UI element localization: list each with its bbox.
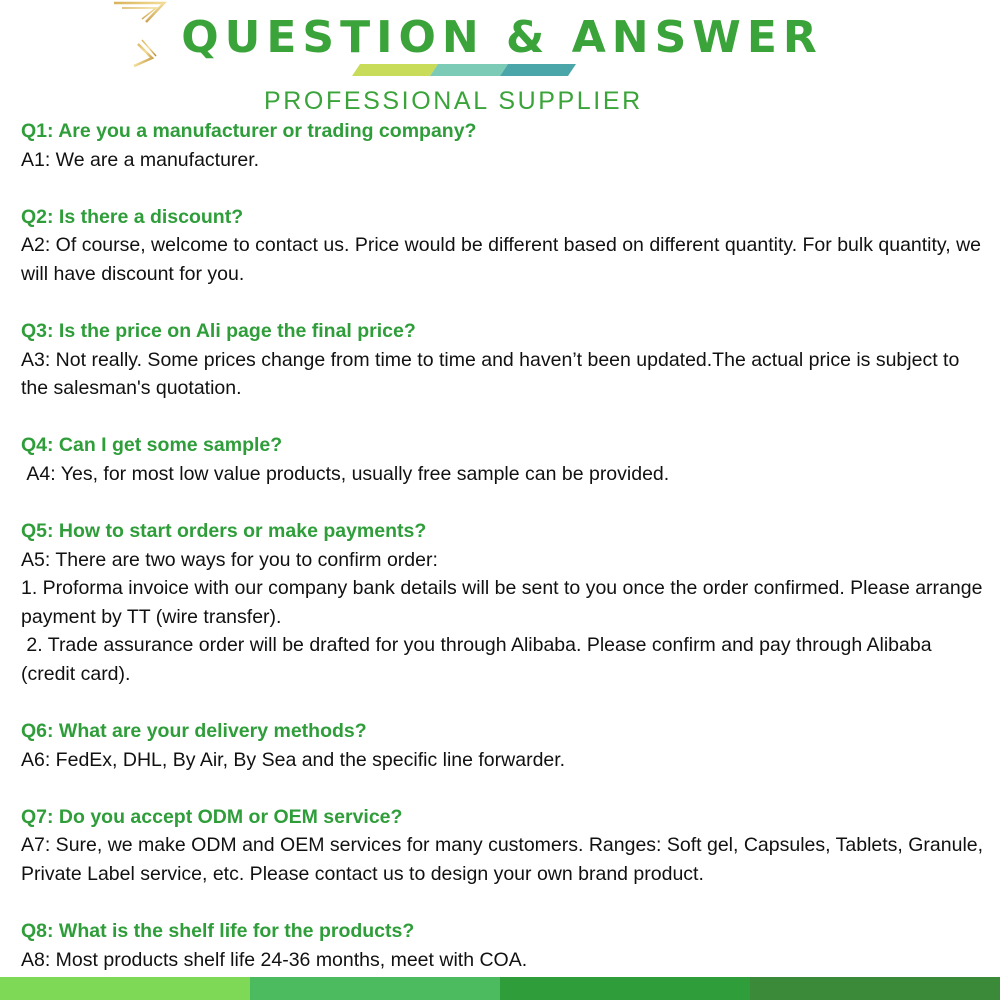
faq-item-3 xyxy=(21,317,986,403)
question-2: Q2: Is there a discount? xyxy=(21,205,244,228)
footer-segment-2 xyxy=(250,977,500,1000)
answer-1: A1: We are a manufacturer. xyxy=(21,148,260,171)
page-subtitle: PROFESSIONAL SUPPLIER xyxy=(264,87,643,115)
faq-list xyxy=(21,117,989,1003)
answer-5: A5: There are two ways for you to confirm order: 1. Proforma invoice with our company bank details will be sent to you once the order confirmed. Please arrange payment by TT (wire transfer). 2. Trade assurance order will be drafted for you through Alibaba. Please confirm and pay through Alibaba (credit card). xyxy=(21,548,983,685)
question-8: Q8: What is the shelf life for the products? xyxy=(21,919,415,942)
stripe-segment xyxy=(352,64,438,76)
faq-item-2 xyxy=(21,203,986,289)
answer-4: A4: Yes, for most low value products, usually free sample can be provided. xyxy=(21,462,670,485)
question-7: Q7: Do you accept ODM or OEM service? xyxy=(21,805,403,828)
answer-7: A7: Sure, we make ODM and OEM services for many customers. Ranges: Soft gel, Capsules, Tablets, Granule, Private Label service, etc. Please contact us to design your own brand product. xyxy=(21,834,989,885)
answer-8: A8: Most products shelf life 24-36 months, meet with COA. xyxy=(21,948,528,971)
stripe-segment xyxy=(430,64,508,76)
answer-6: A6: FedEx, DHL, By Air, By Sea and the specific line forwarder. xyxy=(21,748,566,771)
faq-item-4 xyxy=(21,431,986,488)
answer-3: A3: Not really. Some prices change from time to time and haven’t been updated.The actual price is subject to the salesman's quotation. xyxy=(21,348,965,400)
footer-segment-4 xyxy=(750,977,1000,1000)
decorative-stripes xyxy=(352,64,576,76)
footer-segment-3 xyxy=(500,977,750,1000)
question-6: Q6: What are your delivery methods? xyxy=(21,720,367,742)
question-1: Q1: Are you a manufacturer or trading company? xyxy=(21,120,477,142)
faq-item-8 xyxy=(21,917,986,974)
question-5: Q5: How to start orders or make payments? xyxy=(21,519,427,542)
faq-item-1 xyxy=(21,117,986,174)
faq-item-5 xyxy=(21,517,986,689)
question-3: Q3: Is the price on Ali page the final price? xyxy=(21,319,416,342)
question-4: Q4: Can I get some sample? xyxy=(21,434,283,457)
footer-color-bar xyxy=(0,977,1000,1000)
faq-item-6 xyxy=(21,717,986,774)
page-title: QUESTION & ANSWER xyxy=(181,12,823,63)
faq-item-7 xyxy=(21,803,989,889)
answer-2: A2: Of course, welcome to contact us. Price would be different based on different quantity. For bulk quantity, we will have discount for you. xyxy=(21,234,987,285)
footer-segment-1 xyxy=(0,977,250,1000)
stripe-segment xyxy=(500,64,576,76)
